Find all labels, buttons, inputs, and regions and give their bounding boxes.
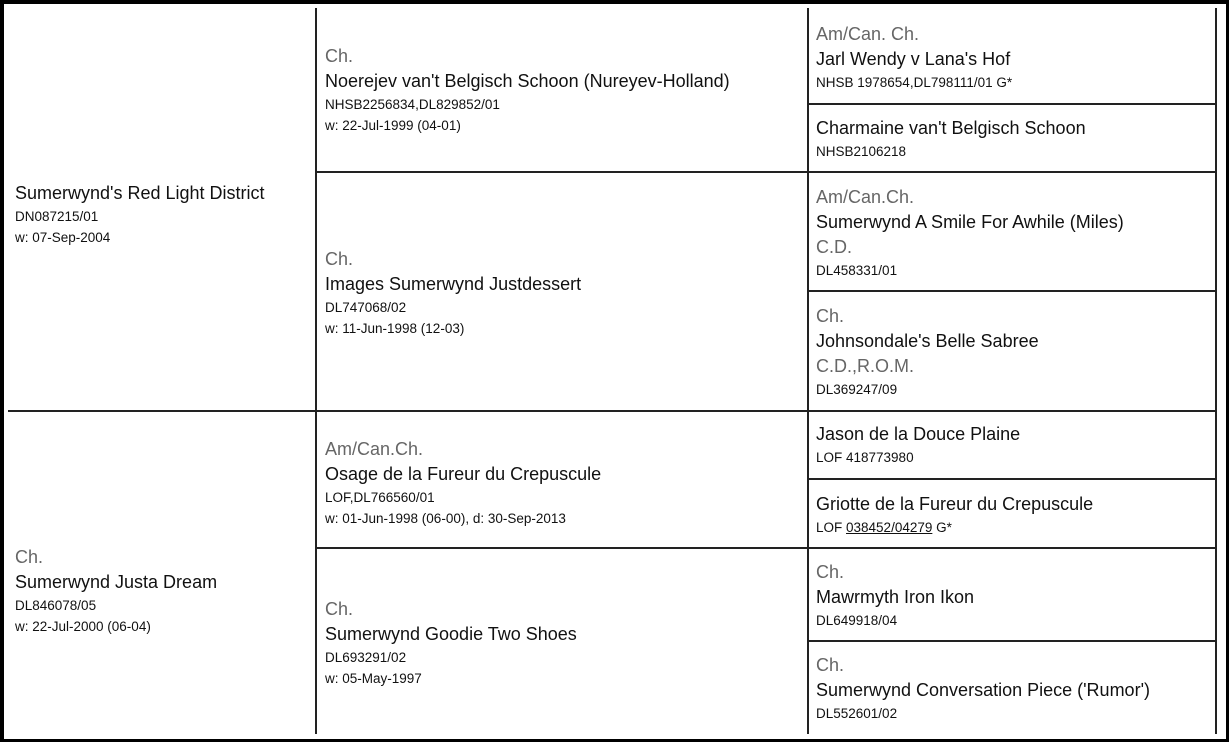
ddd-name[interactable]: Sumerwynd Conversation Piece ('Rumor') (816, 680, 1150, 700)
ssd-registration: NHSB2106218 (816, 143, 907, 159)
column-divider-1 (315, 8, 317, 734)
sire-name[interactable]: Sumerwynd's Red Light District (15, 182, 265, 203)
sss-name[interactable]: Jarl Wendy v Lana's Hof (816, 48, 1011, 69)
ddd-registration: DL552601/02 (816, 706, 898, 721)
sire-dam-name[interactable]: Images Sumerwynd Justdessert (325, 274, 582, 294)
dsd-registration (816, 517, 1218, 538)
dam-dam-registration: DL693291/02 (325, 650, 407, 665)
sire-sire-name[interactable]: Noerejev van't Belgisch Schoon (Nureyev-Holland) (325, 71, 730, 91)
sds-cell (816, 174, 1218, 291)
sss-registration: NHSB 1978654,DL798111/01 G* (816, 74, 1013, 90)
dam-sire-name[interactable]: Osage de la Fureur du Crepuscule (325, 464, 602, 484)
sire-dam-whelp-date: w: 11-Jun-1998 (12-03) (325, 321, 465, 336)
sire-sire-title: Ch. (325, 46, 354, 66)
sdd-title: Ch. (816, 305, 845, 326)
dds-title: Ch. (816, 561, 845, 582)
dsd-registration-prefix: LOF (816, 519, 847, 535)
ddd-title: Ch. (816, 655, 845, 675)
dam-sire-whelp-date: w: 01-Jun-1998 (06-00), d: 30-Sep-2013 (325, 511, 566, 526)
sds-name[interactable]: Sumerwynd A Smile For Awhile (Miles) (816, 211, 1124, 232)
dam-title: Ch. (15, 547, 44, 567)
dam-dam-title: Ch. (325, 599, 354, 619)
dam-dam-cell (325, 550, 809, 734)
dam-sire-title: Am/Can.Ch. (325, 439, 424, 459)
row-divider-g3-d (809, 640, 1217, 642)
dam-dam-name[interactable]: Sumerwynd Goodie Two Shoes (325, 624, 577, 644)
dds-registration: DL649918/04 (816, 612, 898, 628)
dsd-registration-suffix: G* (932, 519, 952, 535)
sire-registration: DN087215/01 (15, 208, 99, 224)
ddd-cell (816, 643, 1218, 734)
dam-dam-whelp-date: w: 05-May-1997 (325, 671, 422, 686)
sire-dam-registration: DL747068/02 (325, 300, 407, 315)
ssd-cell (816, 105, 1218, 172)
dam-sire-cell (325, 412, 809, 548)
dam-sire-registration: LOF,DL766560/01 (325, 490, 435, 505)
sire-cell (15, 12, 315, 410)
sire-sire-registration: NHSB2256834,DL829852/01 (325, 97, 500, 112)
sire-sire-cell (325, 12, 809, 172)
sds-suffix: C.D. (816, 236, 852, 257)
row-divider-main (8, 410, 1217, 412)
column-divider-2 (807, 8, 809, 734)
dds-cell (816, 550, 1218, 640)
row-divider-g3-b (809, 290, 1217, 292)
sss-cell (816, 12, 1218, 102)
sss-title: Am/Can. Ch. (816, 23, 920, 44)
dds-name[interactable]: Mawrmyth Iron Ikon (816, 586, 975, 607)
sire-dam-cell (325, 174, 809, 410)
sire-whelp-date: w: 07-Sep-2004 (15, 229, 111, 245)
sdd-registration: DL369247/09 (816, 381, 898, 397)
dss-registration: LOF 418773980 (816, 450, 914, 465)
sdd-suffix: C.D.,R.O.M. (816, 355, 914, 376)
dam-name[interactable]: Sumerwynd Justa Dream (15, 572, 218, 592)
row-divider-g2-b (317, 547, 1217, 549)
sire-dam-title: Ch. (325, 249, 354, 269)
sds-title: Am/Can.Ch. (816, 186, 915, 207)
dsd-cell (816, 481, 1218, 548)
sdd-cell (816, 293, 1218, 410)
column-divider-3 (1215, 8, 1217, 734)
dam-whelp-date: w: 22-Jul-2000 (06-04) (15, 619, 151, 634)
row-divider-g3-a (809, 103, 1217, 105)
row-divider-g2-a (317, 171, 1217, 173)
dam-registration: DL846078/05 (15, 598, 97, 613)
dss-name[interactable]: Jason de la Douce Plaine (816, 424, 1021, 444)
dsd-registration-link[interactable]: 038452/04279 (846, 519, 933, 535)
dsd-name[interactable]: Griotte de la Fureur du Crepuscule (816, 493, 1094, 514)
dam-cell (15, 412, 315, 734)
sire-sire-whelp-date: w: 22-Jul-1999 (04-01) (325, 118, 461, 133)
row-divider-g3-c (809, 478, 1217, 480)
dss-cell (816, 412, 1218, 478)
ssd-name[interactable]: Charmaine van't Belgisch Schoon (816, 117, 1086, 138)
sds-registration: DL458331/01 (816, 262, 898, 278)
sdd-name[interactable]: Johnsondale's Belle Sabree (816, 330, 1039, 351)
